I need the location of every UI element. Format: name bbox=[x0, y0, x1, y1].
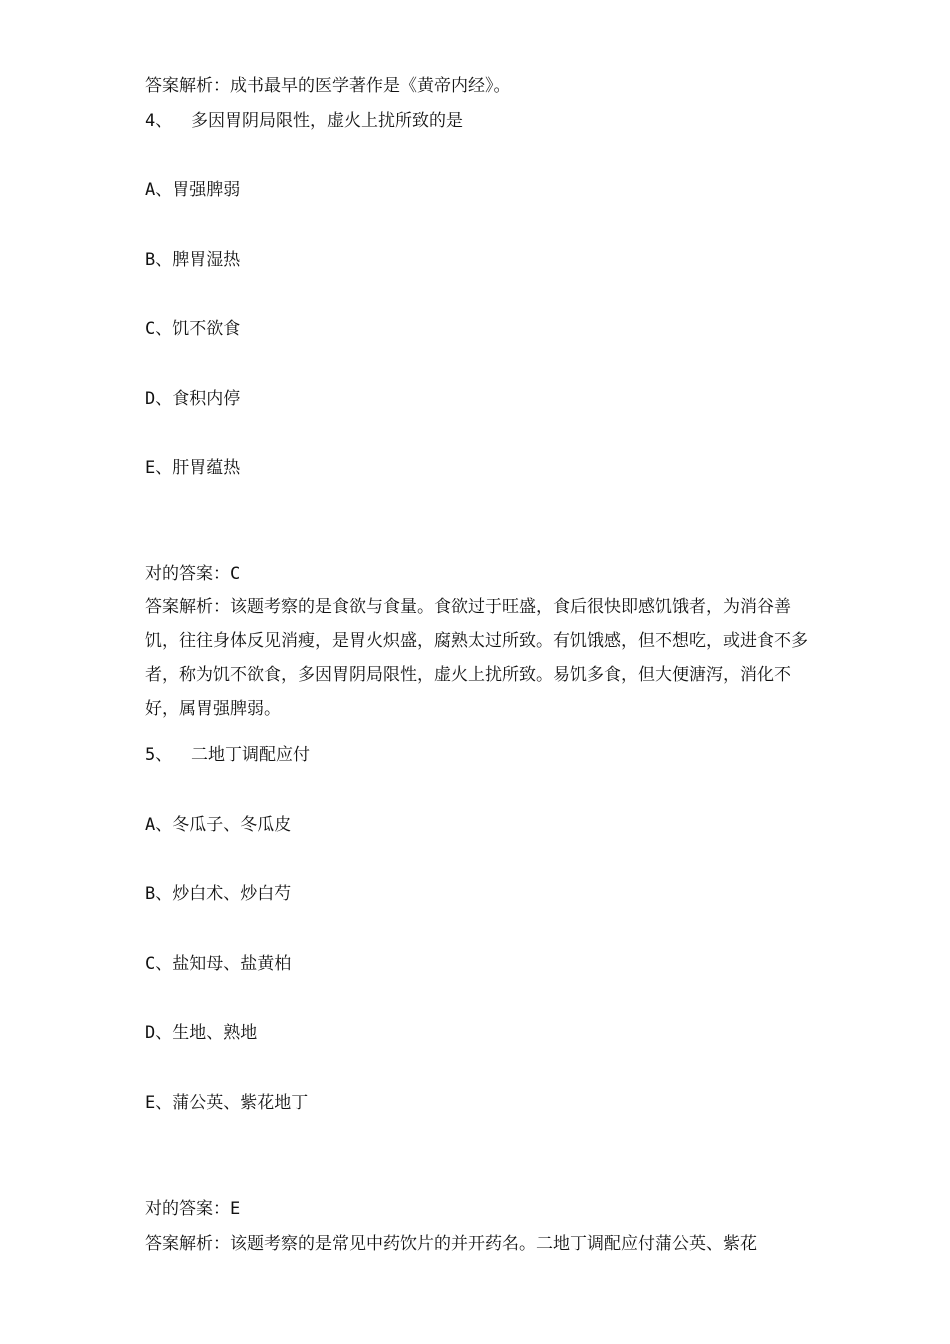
question-5-stem-line bbox=[145, 744, 310, 766]
question-5-explanation: 答案解析：该题考察的是常见中药饮片的并开药名。二地丁调配应付蒲公英、紫花 bbox=[145, 1234, 757, 1254]
question-5-option-d: D、生地、熟地 bbox=[145, 1023, 258, 1043]
question-4-option-a: A、胃强脾弱 bbox=[145, 180, 241, 200]
question-4-answer: 对的答案：C bbox=[145, 564, 241, 584]
question-4-option-d: D、食积内停 bbox=[145, 389, 241, 409]
question-5-number: 5、 bbox=[145, 745, 173, 765]
question-5-option-b: B、炒白术、炒白芍 bbox=[145, 884, 292, 904]
question-4-option-b: B、脾胃湿热 bbox=[145, 250, 241, 270]
question-5-option-c: C、盐知母、盐黄柏 bbox=[145, 954, 292, 974]
question-4-explanation: 答案解析：该题考察的是食欲与食量。食欲过于旺盛，食后很快即感饥饿者，为消谷善饥，往往身体反见消瘦，是胃火炽盛，腐熟太过所致。有饥饿感，但不想吃，或进食不多者，称为饥不欲食，多因胃阴局限性，虚火上扰所致。易饥多食，但大便溏泻，消化不好，属胃强脾弱。 bbox=[145, 597, 808, 719]
question-4-number: 4、 bbox=[145, 111, 173, 131]
question-4-option-e: E、肝胃蕴热 bbox=[145, 458, 241, 478]
question-5-option-e: E、蒲公英、紫花地丁 bbox=[145, 1093, 309, 1113]
question-4-option-c: C、饥不欲食 bbox=[145, 319, 241, 339]
previous-explanation: 答案解析：成书最早的医学著作是《黄帝内经》。 bbox=[145, 76, 511, 96]
question-5-answer: 对的答案：E bbox=[145, 1199, 241, 1219]
question-4-stem: 多因胃阴局限性，虚火上扰所致的是 bbox=[191, 111, 463, 131]
question-5-option-a: A、冬瓜子、冬瓜皮 bbox=[145, 815, 292, 835]
question-4-stem-line bbox=[145, 110, 463, 132]
question-5-stem: 二地丁调配应付 bbox=[191, 745, 310, 765]
